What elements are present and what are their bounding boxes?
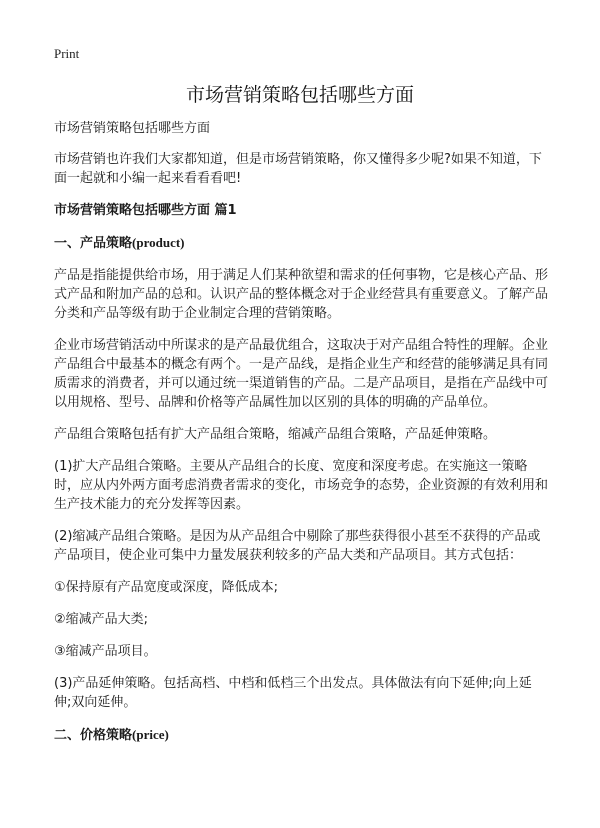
body-paragraph: 产品是指能提供给市场，用于满足人们某种欲望和需求的任何事物，它是核心产品、形式产品和附加产品的总和。认识产品的整体概念对于企业经营具有重要意义。了解产品分类和产品等级有助于企业制定合理的营销策略。 bbox=[54, 268, 549, 321]
document-body bbox=[54, 119, 548, 758]
document-title: 市场营销策略包括哪些方面 bbox=[185, 84, 414, 106]
body-paragraph: (2)缩减产品组合策略。是因为从产品组合中剔除了那些获得很小甚至不获得的产品或产品项目，使企业可集中力量发展获利较多的产品大类和产品项目。其方式包括： bbox=[54, 529, 541, 563]
body-paragraph: ②缩减产品大类; bbox=[54, 612, 149, 627]
document-subtitle: 市场营销策略包括哪些方面 bbox=[54, 121, 211, 136]
print-link[interactable]: Print bbox=[54, 46, 80, 61]
intro-paragraph: 市场营销也许我们大家都知道，但是市场营销策略，你又懂得多少呢?如果不知道，下面一起就和小编一起来看看看吧! bbox=[54, 152, 542, 186]
section-heading-price bbox=[54, 725, 548, 745]
section-heading-latin: (price) bbox=[132, 727, 169, 742]
body-paragraph: (3)产品延伸策略。包括高档、中档和低档三个出发点。具体做法有向下延伸;向上延伸;双向延伸。 bbox=[54, 676, 532, 710]
body-paragraph: 企业市场营销活动中所谋求的是产品最优组合，这取决于对产品组合特性的理解。企业产品组合中最基本的概念有两个。一是产品线，是指企业生产和经营的能够满足具有同质需求的消费者，并可以通过统一渠道销售的产品。二是产品项目，是指在产品线中可以用规格、型号、品牌和价格等产品属性加以区别的具体的明确的产品单位。 bbox=[54, 338, 549, 410]
section-heading-text: 一、产品策略 bbox=[54, 236, 133, 251]
part-heading: 市场营销策略包括哪些方面 篇1 bbox=[54, 203, 237, 218]
body-paragraph: (1)扩大产品组合策略。主要从产品组合的长度、宽度和深度考虑。在实施这一策略时，应从内外两方面考虑消费者需求的变化，市场竞争的态势，企业资源的有效利用和生产技术能力的充分发挥等因素。 bbox=[54, 459, 549, 512]
body-paragraph: 产品组合策略包括有扩大产品组合策略，缩减产品组合策略，产品延伸策略。 bbox=[54, 427, 497, 442]
body-paragraph: ①保持原有产品宽度或深度，降低成本; bbox=[54, 580, 279, 595]
body-paragraph: ③缩减产品项目。 bbox=[54, 644, 157, 659]
section-heading-product bbox=[54, 233, 548, 253]
section-heading-latin: (product) bbox=[132, 235, 185, 250]
section-heading-text: 二、价格策略 bbox=[54, 728, 133, 743]
